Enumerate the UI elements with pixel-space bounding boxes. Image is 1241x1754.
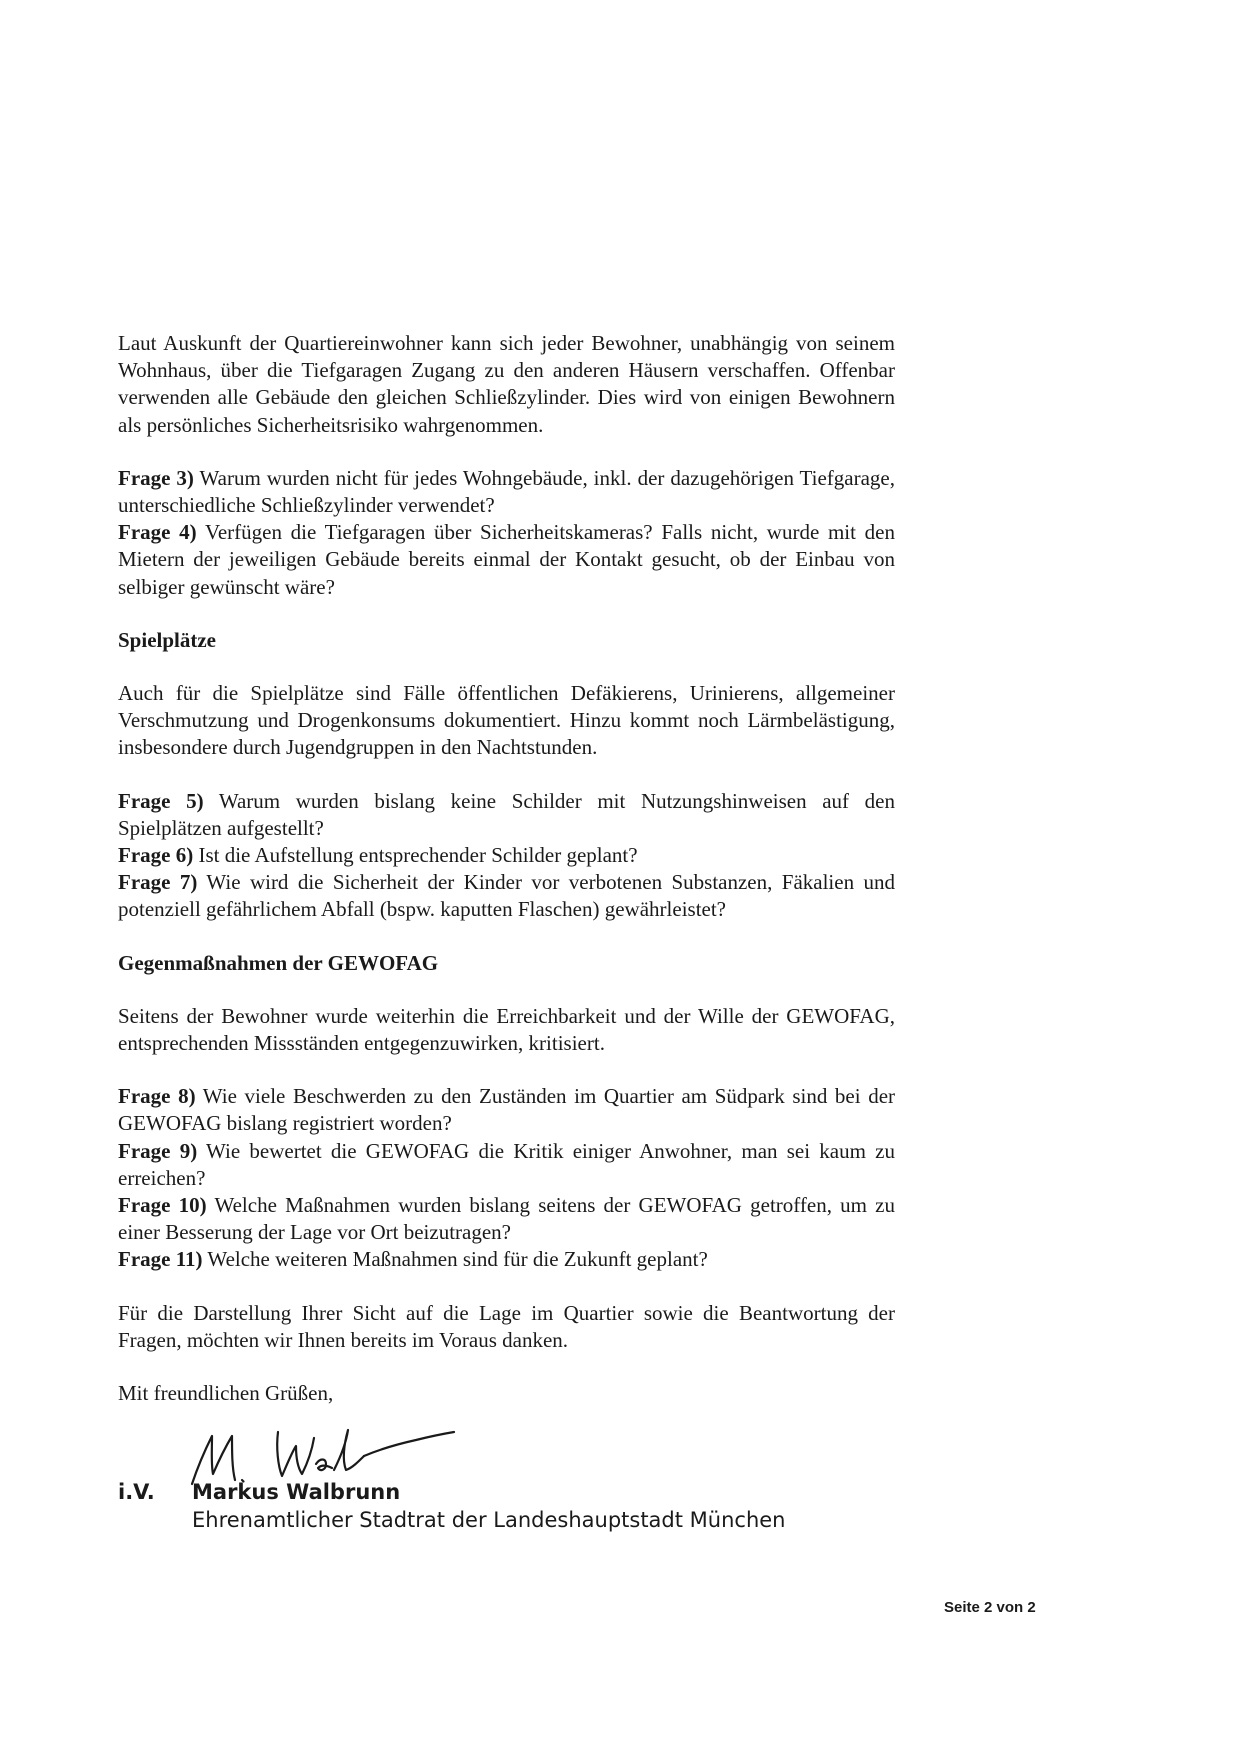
question-text: Warum wurden bislang keine Schilder mit Nutzungshinweisen auf den Spielplätzen aufgestellt? (118, 788, 895, 840)
question-text: Wie wird die Sicherheit der Kinder vor verbotenen Substanzen, Fäkalien und potenziell gefährlichem Abfall (bspw. kaputten Flaschen) gewährleistet? (118, 870, 895, 922)
question-text: Wie viele Beschwerden zu den Zuständen im Quartier am Südpark sind bei der GEWOFAG bislang registriert worden? (118, 1084, 896, 1136)
question-8 (118, 1083, 895, 1137)
question-label: Frage 3) (118, 465, 194, 490)
question-label: Frage 6) (118, 843, 194, 868)
question-5 (118, 788, 895, 842)
question-11 (118, 1246, 895, 1273)
letter-body (118, 330, 895, 1407)
closing-salutation: Mit freundlichen Grüßen, (118, 1381, 334, 1406)
intro-paragraph: Laut Auskunft der Quartiereinwohner kann sich jeder Bewohner, unabhängig von seinem Wohnhaus, über die Tiefgaragen Zugang zu den anderen Häusern verschaffen. Offenbar verwenden alle Gebäude den gleichen Schließzylinder. Dies wird von einigen Bewohnern als persönliches Sicherheitsrisiko wahrgenommen. (118, 331, 895, 437)
question-text: Ist die Aufstellung entsprechender Schilder geplant? (193, 843, 638, 868)
signer-title: Ehrenamtlicher Stadtrat der Landeshauptstadt München (192, 1508, 786, 1532)
thanks-paragraph: Für die Darstellung Ihrer Sicht auf die Lage im Quartier sowie die Beantwortung der Fragen, möchten wir Ihnen bereits im Voraus danken. (118, 1300, 895, 1352)
question-text: Welche Maßnahmen wurden bislang seitens der GEWOFAG getroffen, um zu einer Besserung der Lage vor Ort beizutragen? (118, 1193, 895, 1245)
measures-paragraph: Seitens der Bewohner wurde weiterhin die Erreichbarkeit und der Wille der GEWOFAG, entsprechenden Missständen entgegenzuwirken, kritisiert. (118, 1003, 895, 1056)
question-label: Frage 10) (118, 1193, 207, 1218)
question-text: Warum wurden nicht für jedes Wohngebäude, inkl. der dazugehörigen Tiefgarage, unterschiedliche Schließzylinder verwendet? (118, 465, 895, 518)
question-7 (118, 869, 895, 923)
questions-block-2 (118, 788, 895, 924)
question-label: Frage 11) (118, 1247, 203, 1272)
questions-block-3 (118, 1083, 895, 1273)
signer-name: Markus Walbrunn (192, 1480, 401, 1504)
heading-measures: Gegenmaßnahmen der GEWOFAG (118, 950, 439, 975)
question-label: Frage 5) (118, 788, 204, 813)
question-3 (118, 465, 895, 519)
question-9 (118, 1138, 895, 1192)
heading-playgrounds: Spielplätze (118, 627, 216, 652)
question-4 (118, 519, 895, 601)
question-label: Frage 8) (118, 1084, 196, 1109)
page-number: Seite 2 von 2 (944, 1599, 1036, 1616)
question-text: Welche weiteren Maßnahmen sind für die Zukunft geplant? (202, 1247, 708, 1272)
question-text: Verfügen die Tiefgaragen über Sicherheitskameras? Falls nicht, wurde mit den Mietern der jeweiligen Gebäude bereits einmal der Kontakt gesucht, ob der Einbau von selbiger gewünscht wäre? (118, 520, 895, 599)
questions-block-1 (118, 465, 895, 601)
question-6 (118, 842, 895, 869)
question-10 (118, 1192, 895, 1246)
question-label: Frage 7) (118, 870, 198, 895)
iv-label: i.V. (118, 1480, 155, 1504)
question-label: Frage 4) (118, 520, 197, 545)
question-text: Wie bewertet die GEWOFAG die Kritik einiger Anwohner, man sei kaum zu erreichen? (118, 1138, 895, 1190)
playgrounds-paragraph: Auch für die Spielplätze sind Fälle öffentlichen Defäkierens, Urinierens, allgemeiner Verschmutzung und Drogenkonsums dokumentiert. Hinzu kommt noch Lärmbelästigung, insbesondere durch Jugendgruppen in den Nachtstunden. (118, 681, 895, 760)
question-label: Frage 9) (118, 1138, 198, 1163)
